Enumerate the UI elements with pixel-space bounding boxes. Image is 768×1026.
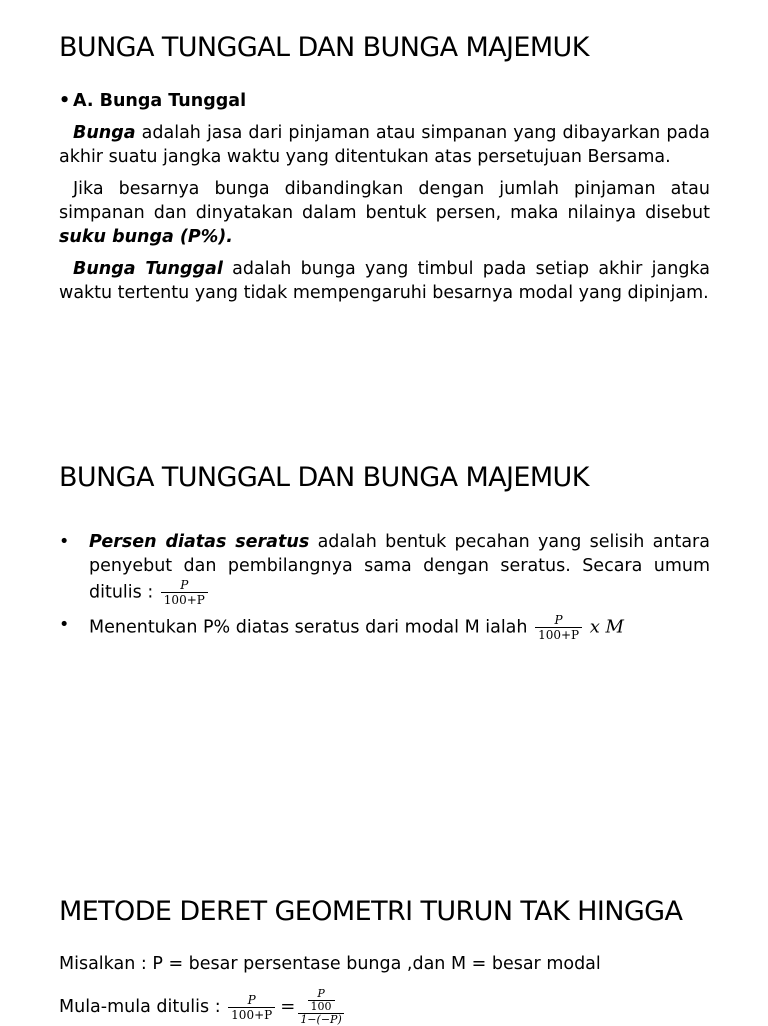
fraction	[228, 993, 275, 1022]
term-persen-diatas-seratus: Persen diatas seratus	[89, 532, 310, 552]
formula-line	[59, 988, 710, 1026]
equals-sign: =	[280, 996, 296, 1017]
fraction-numerator: P	[180, 578, 189, 592]
nested-fraction	[298, 988, 343, 1026]
paragraph-text: adalah jasa dari pinjaman atau simpanan yang dibayarkan pada akhir suatu jangka waktu yang ditentukan atas persetujuan Bersama.	[59, 123, 710, 167]
paragraph-bunga	[59, 121, 710, 169]
paragraph-text: adalah bunga yang timbul pada setiap akhir jangka waktu tertentu yang tidak mempengaruhi besarnya modal yang dipinjam.	[59, 259, 710, 303]
fraction	[308, 988, 335, 1013]
bullet-icon: •	[59, 532, 70, 552]
fraction	[535, 613, 582, 642]
slide-title: METODE DERET GEOMETRI TURUN TAK HINGGA	[59, 896, 683, 927]
list-item	[59, 613, 710, 642]
list-item	[59, 530, 710, 607]
formula-prefix: Mula-mula ditulis :	[59, 997, 227, 1017]
fraction	[161, 578, 208, 607]
slide-body	[59, 530, 710, 648]
slide-title: BUNGA TUNGGAL DAN BUNGA MAJEMUK	[59, 32, 589, 63]
definition-line: Misalkan : P = besar persentase bunga ,dan M = besar modal	[59, 954, 601, 974]
fraction-denominator: 100	[308, 1000, 335, 1013]
list-item-text: adalah bentuk pecahan yang selisih antara penyebut dan pembilangnya sama dengan seratus. Secara umum ditulis :	[89, 532, 710, 603]
paragraph-bunga-tunggal	[59, 257, 710, 305]
fraction-denominator: 100+P	[161, 592, 208, 607]
term-bunga: Bunga	[73, 123, 136, 143]
nested-fraction-top	[298, 988, 343, 1014]
term-bunga-tunggal: Bunga Tunggal	[73, 259, 223, 279]
slide-body	[59, 89, 710, 313]
nested-fraction-bottom: 1−(−P)	[300, 1013, 342, 1026]
paragraph-text: Jika besarnya bunga dibandingkan dengan jumlah pinjaman atau simpanan dan dinyatakan dalam bentuk persen, maka nilainya disebut	[59, 179, 710, 223]
fraction-numerator: P	[317, 987, 325, 1000]
term-suku-bunga: suku bunga (P%).	[59, 227, 233, 247]
list-item-text: Menentukan P% diatas seratus dari modal M ialah	[89, 617, 534, 638]
slide-body	[59, 952, 710, 1026]
bullet-icon: •	[59, 615, 70, 635]
fraction-numerator: P	[554, 613, 563, 627]
fraction-denominator: 100+P	[535, 627, 582, 642]
slide-title: BUNGA TUNGGAL DAN BUNGA MAJEMUK	[59, 462, 589, 493]
bullet-list	[59, 530, 710, 642]
fraction-numerator: P	[247, 992, 256, 1007]
section-heading: • A. Bunga Tunggal	[59, 89, 710, 113]
paragraph-suku-bunga	[59, 177, 710, 249]
formula-suffix: x M	[589, 616, 624, 638]
fraction-denominator: 100+P	[228, 1007, 275, 1022]
